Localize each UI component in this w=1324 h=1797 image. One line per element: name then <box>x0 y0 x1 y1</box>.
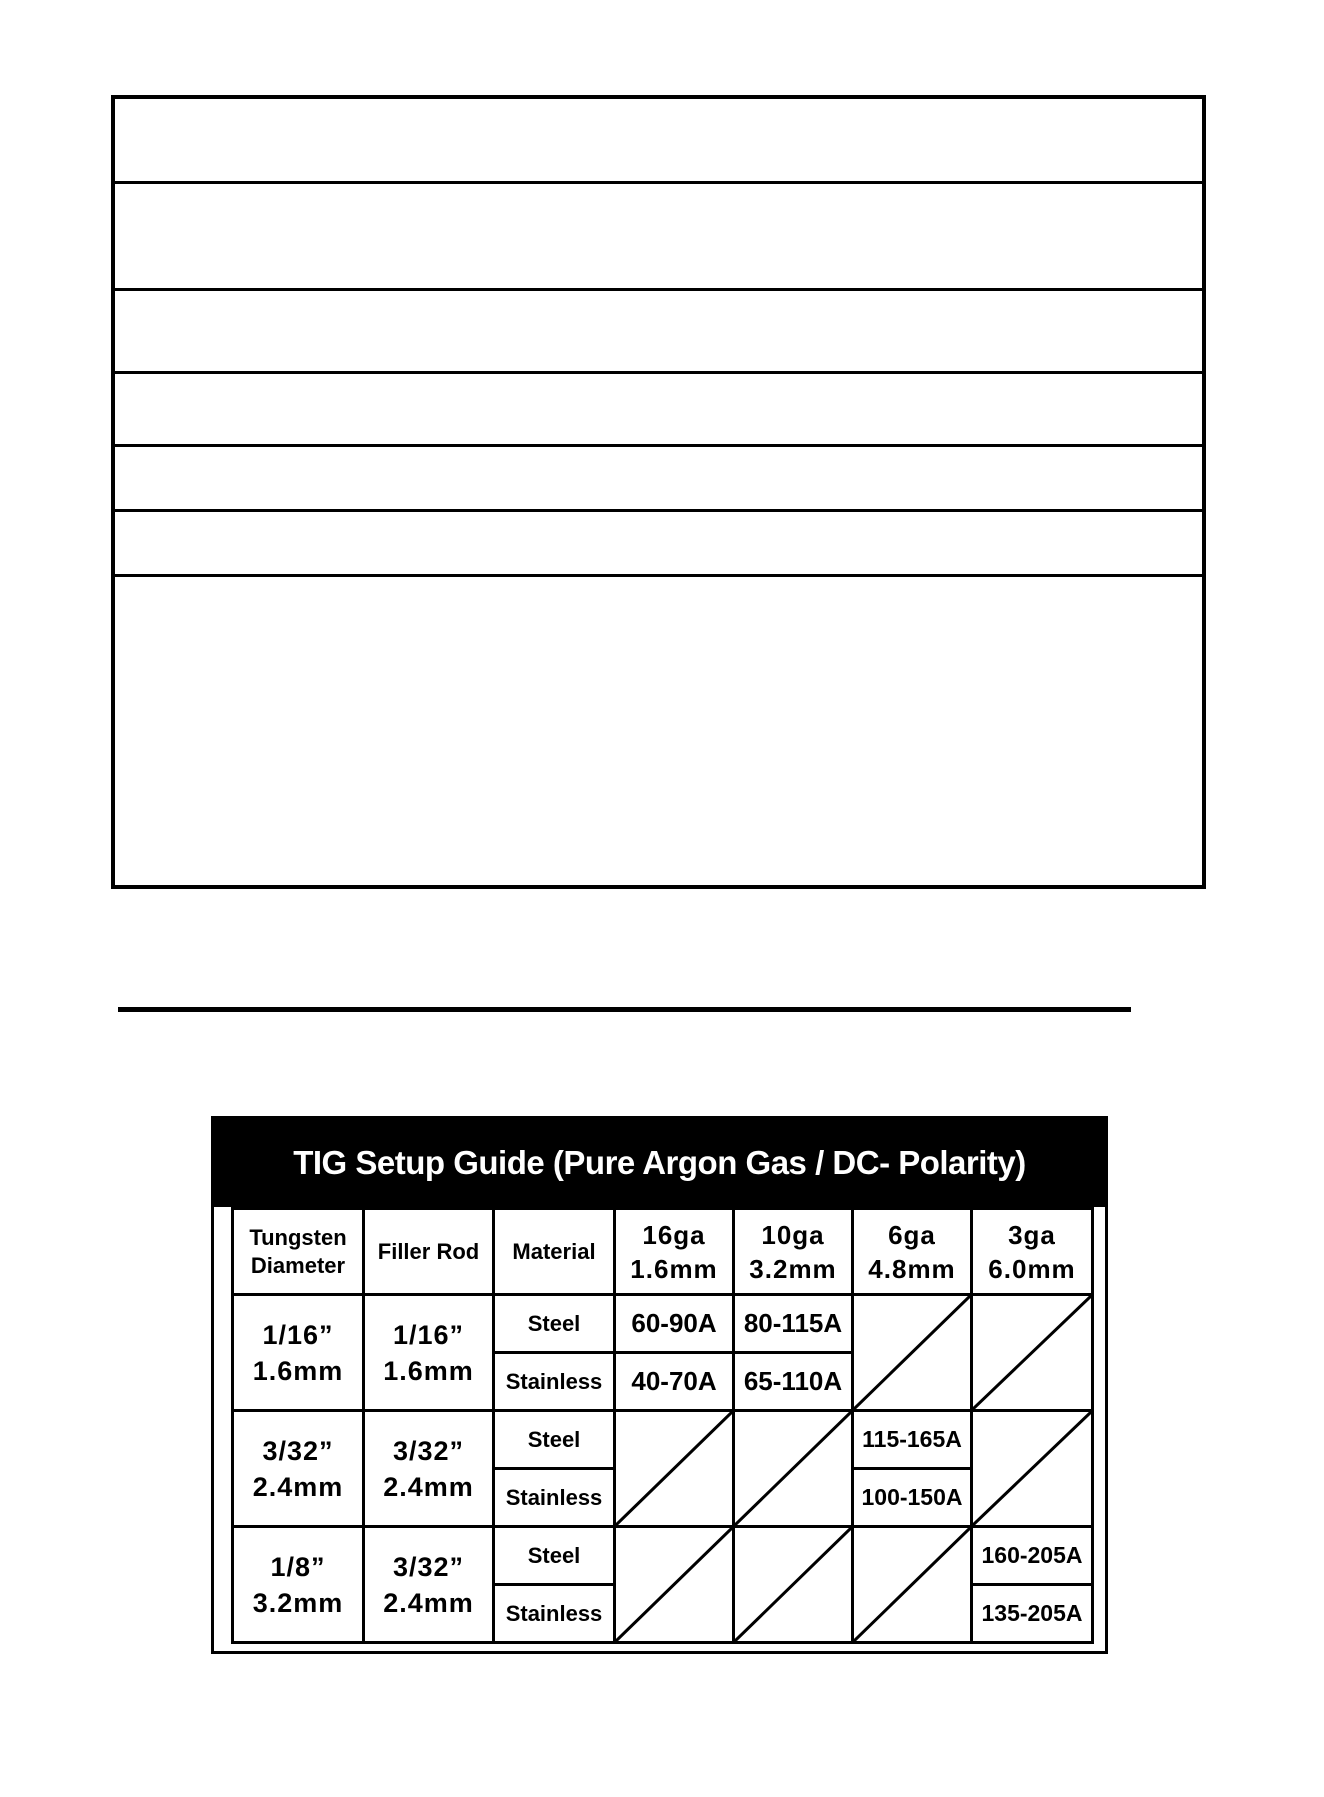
not-applicable-cell <box>853 1295 972 1411</box>
material-label: Steel <box>494 1411 615 1469</box>
amperage-cell: 115-165A <box>853 1411 972 1469</box>
material-label: Stainless <box>494 1353 615 1411</box>
blank-row <box>115 447 1202 512</box>
filler-size: 1/16” 1.6mm <box>364 1295 494 1411</box>
slash-mark <box>854 1528 970 1641</box>
table-row <box>233 1295 1093 1353</box>
header-tungsten-diameter: Tungsten Diameter <box>233 1209 364 1295</box>
slash-mark <box>735 1528 851 1641</box>
not-applicable-cell <box>972 1295 1093 1411</box>
amperage-cell: 80-115A <box>734 1295 853 1353</box>
header-row <box>233 1209 1093 1295</box>
header-material: Material <box>494 1209 615 1295</box>
not-applicable-cell <box>853 1527 972 1643</box>
header-gauge-10ga: 10ga 3.2mm <box>734 1209 853 1295</box>
tungsten-size: 3/32” 2.4mm <box>233 1411 364 1527</box>
material-label: Steel <box>494 1295 615 1353</box>
material-label: Stainless <box>494 1469 615 1527</box>
header-gauge-3ga: 3ga 6.0mm <box>972 1209 1093 1295</box>
not-applicable-cell <box>972 1411 1093 1527</box>
blank-row <box>115 99 1202 184</box>
not-applicable-cell <box>615 1527 734 1643</box>
slash-mark <box>616 1528 732 1641</box>
slash-mark <box>854 1296 970 1409</box>
blank-row <box>115 291 1202 374</box>
material-label: Steel <box>494 1527 615 1585</box>
slash-mark <box>973 1296 1091 1409</box>
table-row <box>233 1411 1093 1469</box>
guide-title: TIG Setup Guide (Pure Argon Gas / DC- Polarity) <box>214 1119 1105 1207</box>
header-gauge-16ga: 16ga 1.6mm <box>615 1209 734 1295</box>
filler-size: 3/32” 2.4mm <box>364 1527 494 1643</box>
divider-line <box>118 1007 1131 1012</box>
amperage-cell: 100-150A <box>853 1469 972 1527</box>
blank-row <box>115 184 1202 291</box>
material-label: Stainless <box>494 1585 615 1643</box>
not-applicable-cell <box>734 1527 853 1643</box>
slash-mark <box>616 1412 732 1525</box>
table-row <box>233 1527 1093 1585</box>
setup-table <box>231 1207 1094 1644</box>
blank-form-table <box>111 95 1206 889</box>
blank-row <box>115 512 1202 577</box>
header-filler-rod: Filler Rod <box>364 1209 494 1295</box>
tungsten-size: 1/16” 1.6mm <box>233 1295 364 1411</box>
not-applicable-cell <box>734 1411 853 1527</box>
amperage-cell: 65-110A <box>734 1353 853 1411</box>
header-gauge-6ga: 6ga 4.8mm <box>853 1209 972 1295</box>
filler-size: 3/32” 2.4mm <box>364 1411 494 1527</box>
amperage-cell: 40-70A <box>615 1353 734 1411</box>
amperage-cell: 60-90A <box>615 1295 734 1353</box>
amperage-cell: 135-205A <box>972 1585 1093 1643</box>
not-applicable-cell <box>615 1411 734 1527</box>
tungsten-size: 1/8” 3.2mm <box>233 1527 364 1643</box>
slash-mark <box>973 1412 1091 1525</box>
slash-mark <box>735 1412 851 1525</box>
blank-row <box>115 374 1202 447</box>
tig-setup-guide <box>211 1116 1108 1654</box>
amperage-cell: 160-205A <box>972 1527 1093 1585</box>
